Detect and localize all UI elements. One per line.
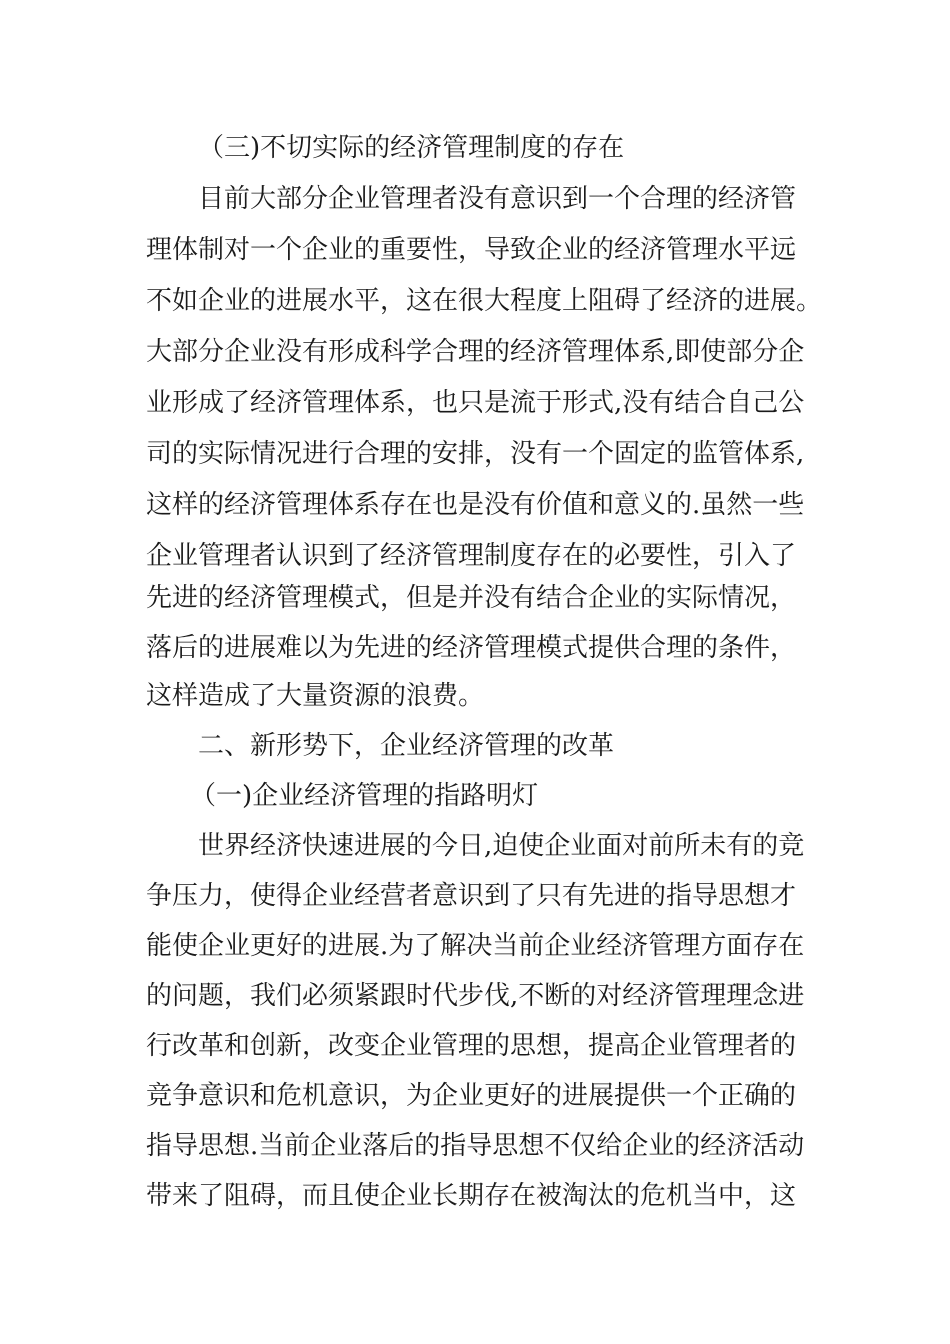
paragraph-line: 企业管理者认识到了经济管理制度存在的必要性，引入了 [146, 541, 797, 571]
section-heading-3: （三)不切实际的经济管理制度的存在 [198, 133, 625, 163]
paragraph-line: 行改革和创新，改变企业管理的思想，提高企业管理者的 [146, 1031, 797, 1061]
paragraph-line: 世界经济快速进展的今日,迫使企业面对前所未有的竞 [198, 831, 805, 861]
paragraph-line: 不如企业的进展水平，这在很大程度上阻碍了经济的进展。 [146, 286, 823, 316]
paragraph-line: 争压力，使得企业经营者意识到了只有先进的指导思想才 [146, 881, 797, 911]
section-heading-2: 二、新形势下，企业经济管理的改革 [198, 731, 615, 761]
paragraph-line: 司的实际情况进行合理的安排，没有一个固定的监管体系, [146, 439, 805, 469]
paragraph-line: 竞争意识和危机意识，为企业更好的进展提供一个正确的 [146, 1081, 797, 1111]
subsection-heading-1: （一)企业经济管理的指路明灯 [190, 781, 539, 811]
paragraph-line: 落后的进展难以为先进的经济管理模式提供合理的条件， [146, 633, 797, 663]
paragraph-line: 业形成了经济管理体系，也只是流于形式,没有结合自己公 [146, 388, 805, 418]
paragraph-line: 理体制对一个企业的重要性，导致企业的经济管理水平远 [146, 235, 797, 265]
paragraph-line: 这样的经济管理体系存在也是没有价值和意义的.虽然一些 [146, 490, 805, 520]
paragraph-line: 大部分企业没有形成科学合理的经济管理体系,即使部分企 [146, 337, 805, 367]
paragraph-line: 先进的经济管理模式，但是并没有结合企业的实际情况， [146, 583, 797, 613]
paragraph-line: 目前大部分企业管理者没有意识到一个合理的经济管 [198, 184, 797, 214]
paragraph-line: 能使企业更好的进展.为了解决当前企业经济管理方面存在 [146, 931, 805, 961]
paragraph-line: 带来了阻碍，而且使企业长期存在被淘汰的危机当中，这 [146, 1181, 797, 1211]
paragraph-line: 的问题，我们必须紧跟时代步伐,不断的对经济管理理念进 [146, 981, 805, 1011]
paragraph-line: 这样造成了大量资源的浪费。 [146, 681, 485, 711]
paragraph-line: 指导思想.当前企业落后的指导思想不仅给企业的经济活动 [146, 1131, 805, 1161]
